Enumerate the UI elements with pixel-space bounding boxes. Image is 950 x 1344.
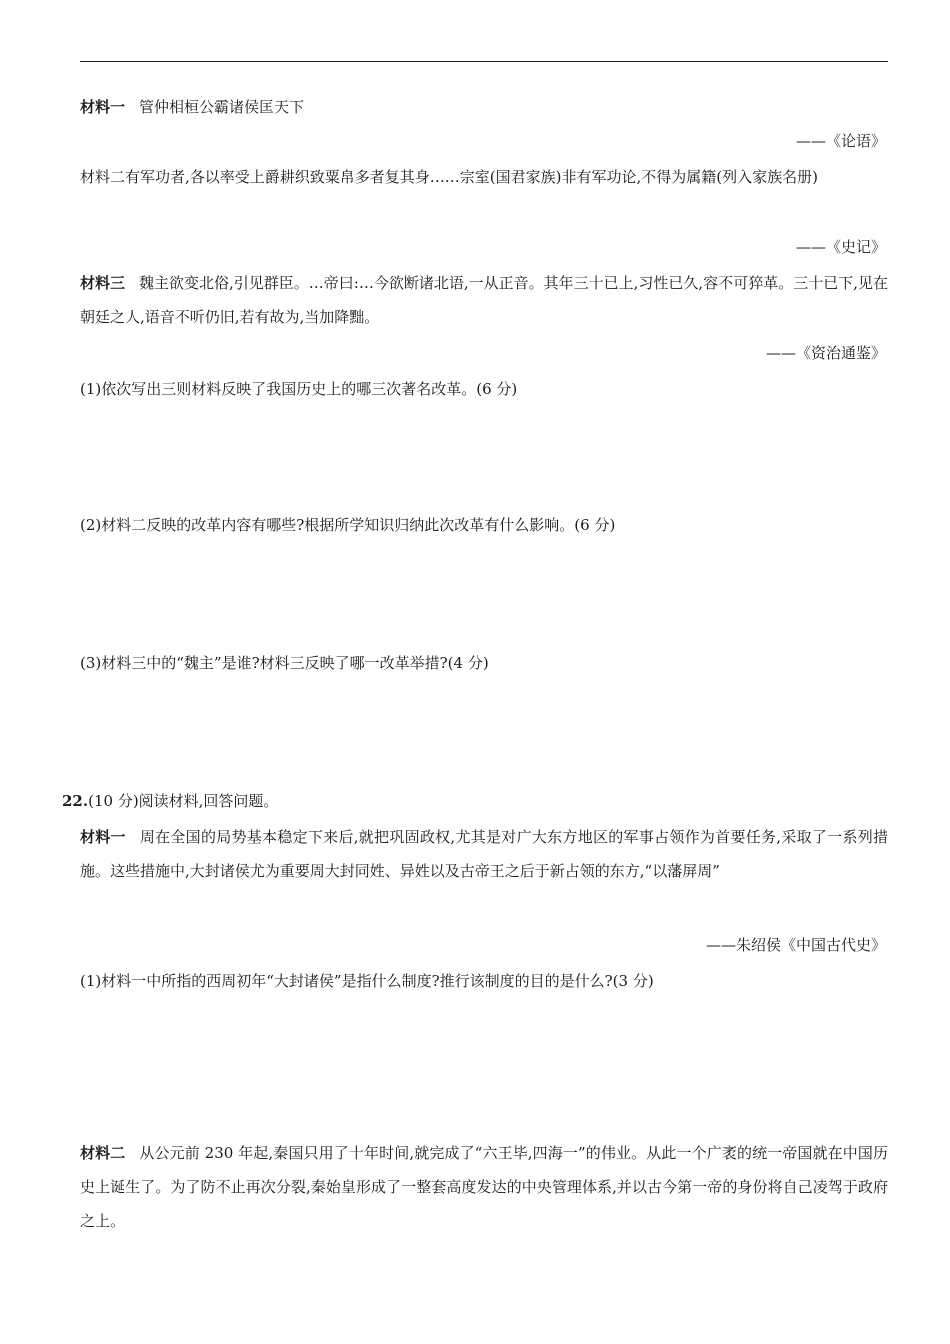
q22-material-1 — [80, 820, 888, 888]
q22-material-2 — [80, 1136, 888, 1238]
material-source: ——《论语》 — [795, 132, 886, 150]
question-1: (1)依次写出三则材料反映了我国历史上的哪三次著名改革。(6 分) — [80, 380, 518, 398]
material-3 — [80, 266, 888, 334]
material-label: 材料一 — [80, 828, 126, 846]
material-label: 材料一 — [80, 98, 126, 116]
material-text: 材料二有军功者,各以率受上爵耕织致粟帛多者复其身……宗室(国君家族)非有军功论,不得为属籍(列入家族名册) — [80, 168, 818, 186]
question-number: 22. — [62, 792, 89, 810]
header-rule — [80, 61, 888, 62]
question-3: (3)材料三中的“魏主”是谁?材料三反映了哪一改革举措?(4 分) — [80, 654, 489, 672]
question-2: (2)材料二反映的改革内容有哪些?根据所学知识归纳此次改革有什么影响。(6 分) — [80, 516, 616, 534]
question-22-heading — [62, 784, 870, 818]
material-label: 材料二 — [80, 1144, 126, 1162]
material-text: 周在全国的局势基本稳定下来后,就把巩固政权,尤其是对广大东方地区的军事占领作为首要任务,采取了一系列措施。这些措施中,大封诸侯尤为重要周大封同姓、异姓以及古帝王之后于新占领的东方,“以藩屏周” — [80, 828, 888, 880]
material-2 — [80, 160, 888, 194]
material-label: 材料三 — [80, 274, 126, 292]
material-text: 魏主欲变北俗,引见群臣。…帝曰:…今欲断诸北语,一从正音。其年三十已上,习性已久,容不可猝革。三十已下,见在朝廷之人,语音不听仍旧,若有故为,当加降黜。 — [80, 274, 888, 326]
material-text: 从公元前 230 年起,秦国只用了十年时间,就完成了“六王毕,四海一”的伟业。从此一个广袤的统一帝国就在中国历史上诞生了。为了防不止再次分裂,秦始皇形成了一整套高度发达的中央管理体系,并以古今第一帝的身份将自己凌驾于政府之上。 — [80, 1144, 888, 1230]
material-source: ——《资治通鉴》 — [765, 344, 886, 362]
material-1 — [80, 90, 888, 124]
q22-question-1: (1)材料一中所指的西周初年“大封诸侯”是指什么制度?推行该制度的目的是什么?(3 分) — [80, 972, 654, 990]
material-text: 管仲相桓公霸诸侯匡天下 — [139, 98, 305, 116]
material-source: ——朱绍侯《中国古代史》 — [705, 936, 886, 954]
question-intro: (10 分)阅读材料,回答问题。 — [88, 792, 279, 810]
material-source: ——《史记》 — [795, 238, 886, 256]
